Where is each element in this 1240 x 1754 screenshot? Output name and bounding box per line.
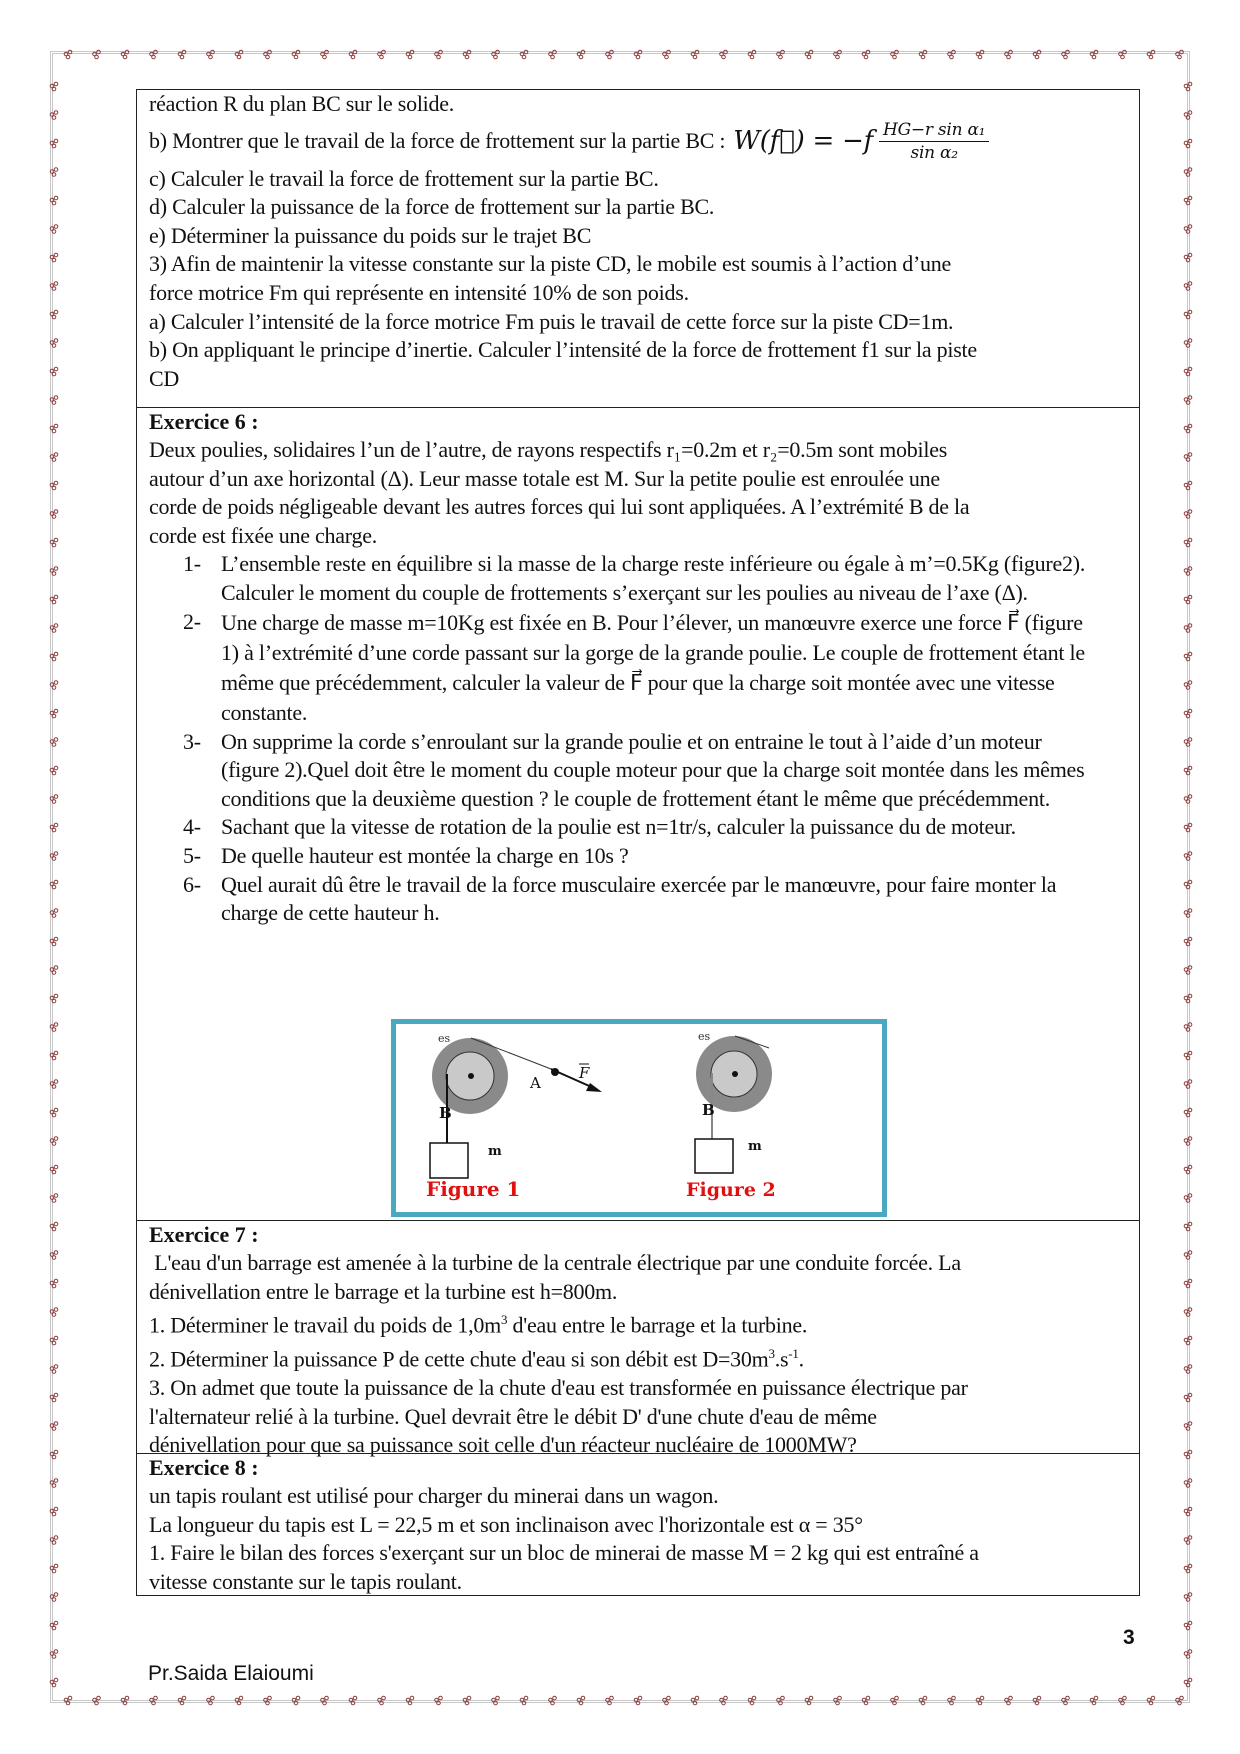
page-number: 3 — [1123, 1626, 1135, 1649]
text-span: . — [798, 1346, 804, 1372]
question-item — [149, 728, 1129, 814]
work-formula-lhs: W(f⃗) = −f — [733, 126, 873, 157]
exercise-table — [136, 89, 1140, 1596]
formula-denominator: sin α₂ — [910, 143, 958, 164]
text-line: e) Déterminer la puissance du poids sur le trajet BC — [149, 222, 592, 248]
question-item — [149, 608, 1129, 728]
superscript: -1 — [788, 1346, 799, 1362]
text-line: corde est fixée une charge. — [149, 522, 377, 548]
text-line: a) Calculer l’intensité de la force motrice Fm puis le travail de cette force sur la piste CD=1m. — [149, 308, 954, 334]
text-line: 1. Faire le bilan des forces s'exerçant sur un bloc de minerai de masse M = 2 kg qui est entraîné a — [149, 1540, 979, 1566]
exercise8 — [137, 1453, 1139, 1595]
text-line: CD — [149, 365, 180, 391]
question-2 — [149, 1340, 1129, 1374]
figure1-pulley — [430, 1032, 602, 1178]
figure2-pulley — [695, 1030, 772, 1173]
svg-text:m: m — [748, 1139, 762, 1154]
exercise-title: Exercice 8 : — [149, 1455, 259, 1480]
question-number: 6- — [183, 871, 201, 897]
text-line: force motrice Fm qui représente en intensité 10% de son poids. — [149, 279, 689, 305]
question-item — [149, 842, 1129, 871]
question-number: 3- — [183, 728, 201, 754]
text-line: b) On appliquant le principe d’inertie. Calculer l’intensité de la force de frottement f1 sur la piste — [149, 337, 977, 363]
text-line: autour d’un axe horizontal (Δ). Leur masse totale est M. Sur la petite poulie est enroulée une — [149, 465, 940, 491]
formula-line — [149, 119, 1129, 165]
question-list — [149, 550, 1129, 927]
text-line: La longueur du tapis est L = 22,5 m et son inclinaison avec l'horizontale est α = 35° — [149, 1511, 863, 1537]
question-1 — [149, 1306, 1129, 1340]
text-line: b) Montrer que le travail de la force de frottement sur la partie BC : — [149, 128, 726, 154]
question-item — [149, 871, 1129, 928]
text-span: 1. Déterminer le travail du poids de 1,0m — [149, 1312, 502, 1338]
question-item — [149, 813, 1129, 842]
text-line: l'alternateur relié à la turbine. Quel devrait être le débit D' d'une chute d'eau de même — [149, 1403, 877, 1429]
text-line: d) Calculer la puissance de la force de frottement sur la partie BC. — [149, 194, 715, 220]
question-text: Une charge de masse m=10Kg est fixée en B. Pour l’élever, un manœuvre exerce une force F⃗ (figure 1) à l’extrémité d’une corde passant sur la gorge de la grande poulie. Le couple de frottement étant le même que précédemment, calculer la valeur de F⃗ pour que la charge soit montée avec une vitesse constante. — [221, 609, 1085, 725]
text-line: dénivellation pour que sa puissance soit celle d'un réacteur nucléaire de 1000MW? — [149, 1432, 857, 1458]
svg-text:F: F — [579, 1064, 590, 1082]
exercise-title: Exercice 6 : — [149, 409, 259, 434]
text-span: 2. Déterminer la puissance P de cette chute d'eau si son débit est D=30m — [149, 1346, 769, 1372]
svg-text:es: es — [438, 1032, 451, 1045]
superscript: 3 — [501, 1312, 508, 1328]
text-span: d'eau entre le barrage et la turbine. — [507, 1312, 808, 1338]
question-number: 2- — [183, 608, 201, 634]
figure2-caption: Figure 2 — [686, 1179, 776, 1201]
question-item — [149, 550, 1129, 607]
svg-text:B: B — [439, 1104, 452, 1122]
svg-text:B: B — [702, 1101, 715, 1119]
text-line: un tapis roulant est utilisé pour charger du minerai dans un wagon. — [149, 1483, 719, 1508]
text-line: 3. On admet que toute la puissance de la chute d'eau est transformée en puissance électrique par — [149, 1375, 968, 1401]
formula-numerator: HG−r sin α₁ — [879, 119, 989, 142]
text-line: réaction R du plan BC sur le solide. — [149, 91, 455, 116]
text-line: Deux poulies, solidaires l’un de l’autre, de rayons respectifs r₁=0.2m et r₂=0.5m sont mobiles — [149, 437, 948, 462]
exercise7 — [137, 1220, 1139, 1458]
text-line: dénivellation entre le barrage et la turbine est h=800m. — [149, 1278, 618, 1304]
text-line: L'eau d'un barrage est amenée à la turbine de la centrale électrique par une conduite forcée. La — [149, 1250, 961, 1275]
work-formula-fraction — [879, 119, 989, 164]
question-text: L’ensemble reste en équilibre si la masse de la charge reste inférieure ou égale à m’=0.5Kg (figure2). Calculer le moment du couple de frottements s’exerçant sur les poulies au niveau de l’axe (Δ). — [221, 551, 1086, 605]
question-text: Quel aurait dû être le travail de la force musculaire exercée par le manœuvre, pour faire monter la charge de cette hauteur h. — [221, 871, 1057, 926]
question-number: 5- — [183, 842, 201, 868]
svg-text:es: es — [698, 1030, 711, 1043]
text-span: .s — [774, 1346, 789, 1372]
question-number: 4- — [183, 814, 201, 840]
exercise-title: Exercice 7 : — [149, 1222, 259, 1247]
superscript: 3 — [768, 1346, 775, 1362]
question-text: De quelle hauteur est montée la charge en 10s ? — [221, 842, 629, 868]
figure1-caption: Figure 1 — [426, 1177, 521, 1201]
footer-author: Pr.Saida Elaioumi — [148, 1662, 314, 1685]
question-text: On supprime la corde s’enroulant sur la grande poulie et on entraine le tout à l’aide d’un moteur (figure 2).Quel doit être le moment du couple moteur pour que la charge soit montée dans les mêmes conditions que la deuxième question ? le couple de frottement étant le même que précédemment. — [221, 728, 1085, 811]
svg-text:m: m — [488, 1144, 502, 1159]
text-line: 3) Afin de maintenir la vitesse constante sur la piste CD, le mobile est soumis à l’action d’une — [149, 251, 952, 277]
exercise6 — [137, 407, 1139, 1220]
pulley-figures — [391, 1019, 887, 1217]
text-line: vitesse constante sur le tapis roulant. — [149, 1568, 462, 1594]
svg-text:A: A — [530, 1074, 541, 1092]
text-line: c) Calculer le travail la force de frottement sur la partie BC. — [149, 165, 659, 191]
pulley-diagram — [396, 1024, 882, 1212]
question-number: 1- — [183, 551, 201, 577]
text-line: corde de poids négligeable devant les autres forces qui lui sont appliquées. A l’extrémité B de la — [149, 494, 970, 520]
question-text: Sachant que la vitesse de rotation de la poulie est n=1tr/s, calculer la puissance du de moteur. — [221, 814, 1016, 840]
exercise5-continued — [137, 90, 1139, 407]
